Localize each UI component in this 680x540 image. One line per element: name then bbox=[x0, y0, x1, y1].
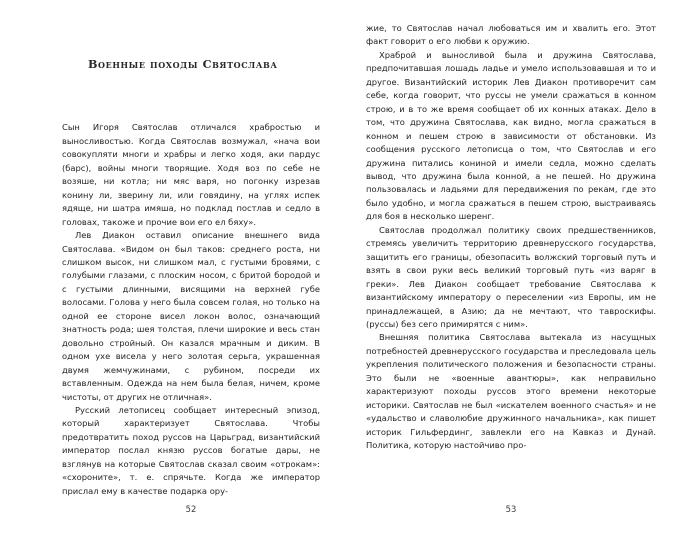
page-number: 52 bbox=[185, 504, 197, 514]
right-page-body bbox=[366, 22, 656, 453]
paragraph: Русский летописец сообщает интересный эпизод, который характеризует Святослава. Чтобы предотвратить поход руссов на Царьград, византийский император послал князю руссов богатые дары, не взглянув на которые Святослав сказал своим «отрокам»: «схороните», т. е. спрячьте. Когда же император прислал ему в качестве подарка ору- bbox=[62, 404, 320, 496]
paragraph: Внешняя политика Святослава вытекала из насущных потребностей древнерусского государства и преследовала цель укрепления политического положения и безопасности страны. Это были не «военные авантюры», как неправильно характеризуют походы руссов этого времени некоторые историки. Святослав не был «искателем военного счастья» и не «удальство и славолюбие дружинного начальника», как пишет историк Гильфердинг, завлекли его на Кавказ и Дунай. Политика, которую настойчиво про- bbox=[366, 332, 656, 451]
left-page-body bbox=[62, 121, 322, 498]
page-number: 53 bbox=[505, 504, 517, 514]
paragraph: Сын Игоря Святослав отличался храбростью и выносливостью. Когда Святослав возмужал, «нача вои совокупляти многи и храбры и легко ходя, аки пардус (барс), войны многи творящие. Ходя воз по себе не возяше, ни котла; ни мяс варя, но погонку изрезав конину ли, зверину ли, или говядину, на углях испек ядяще, ни шатра имяша, но подклад постлав и седло в головах, такоже и прочие вои его ел бяху». bbox=[62, 122, 320, 227]
paragraph: Святослав продолжал политику своих предшественников, стремясь увеличить территорию древнерусского государства, защитить его границы, обезопасить волжский торговый путь и взять в свои руки весь великий торговый путь «из варяг в греки». Лев Диакон сообщает требование Святослава к византийскому императору о переселении «из Европы, им не принадлежащей, в Азию; да не мечтают, что тавроскифы. (руссы) без сего примирятся с ним». bbox=[366, 224, 656, 329]
paragraph: Лев Диакон оставил описание внешнего вида Святослава. «Видом он был таков: среднего роста, ни слишком высок, ни слишком мал, с густыми бровями, с голубыми глазами, с плоским носом, с бритой бородой и с густыми длинными, висящими на верхней губе волосами. Голова у него была совсем голая, но только на одной ее стороне висел локон волос, означающий знатность рода; шея толстая, плечи широкие и весь стан довольно стройный. Он казался мрачным и диким. В одном ухе висела у него золотая серьга, украшенная двумя жемчужинами, с рубином, посреди их вставленным. Одежда на нем была белая, ничем, кроме чистоты, от других не отличная». bbox=[62, 230, 320, 402]
chapter-title: Военные походы Святослава bbox=[88, 57, 278, 71]
paragraph: жие, то Святослав начал любоваться им и хвалить его. Этот факт говорит о его любви к оружию. bbox=[366, 23, 656, 47]
right-page bbox=[340, 0, 680, 540]
paragraph: Храброй и выносливой была и дружина Святослава, предпочитавшая лошадь ладье и умело использовавшая и то и другое. Византийский историк Лев Диакон противоречит сам себе, когда говорит, что руссы не умели сражаться в конном строю, и в то же время сообщает об их конных атаках. Дело в том, что дружина Святослава, как видно, могла сражаться в конном и пешем строю в зависимости от обстановки. Из сообщения русского летописца о том, что Святослав и его дружина питались кониной и имели седла, можно сделать вывод, что дружина была конной, а не пешей. Но дружина пользовалась и ладьями для передвижения по рекам, где это было удобно, и могла сражаться в пешем строю, выстраиваясь для боя в несколько шеренг. bbox=[366, 49, 656, 222]
